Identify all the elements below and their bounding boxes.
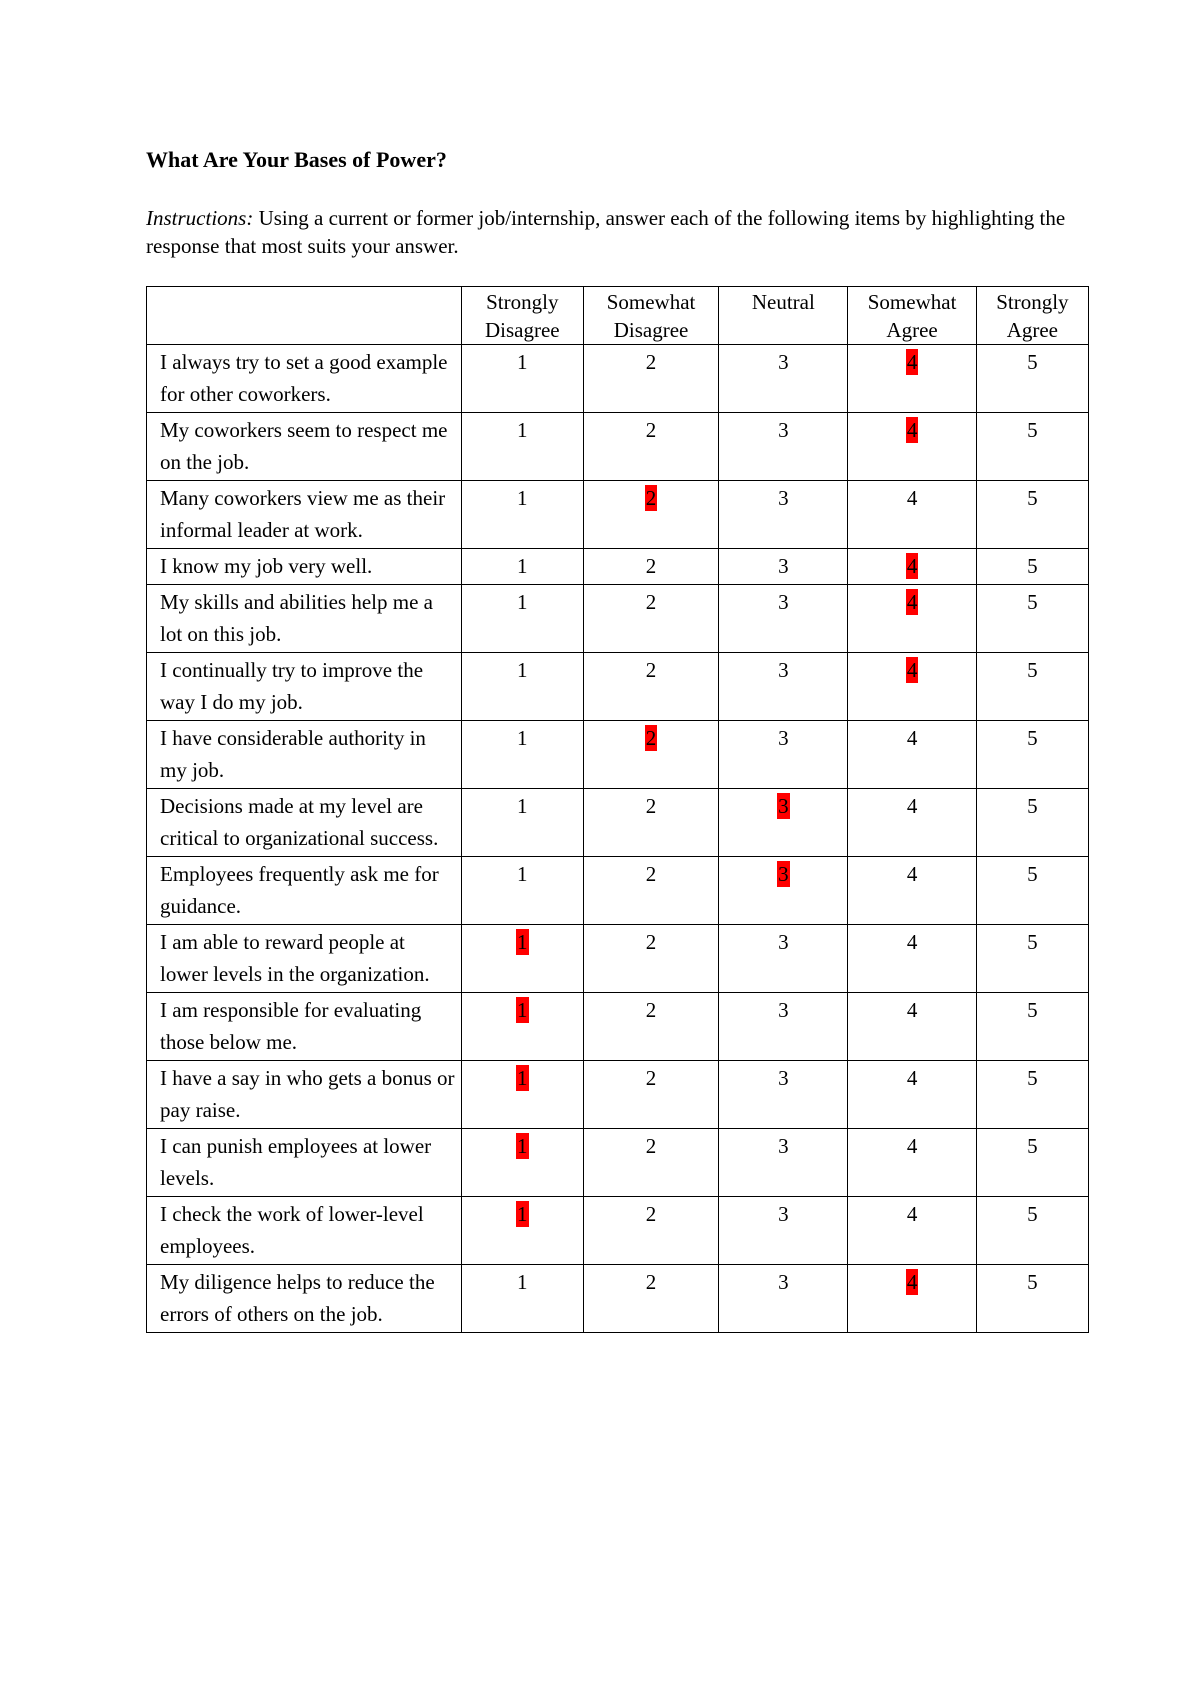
response-cell[interactable] bbox=[848, 1265, 976, 1333]
response-value: 1 bbox=[517, 726, 528, 750]
response-value: 2 bbox=[645, 1066, 657, 1090]
response-value: 5 bbox=[1027, 726, 1038, 750]
response-value: 1 bbox=[517, 590, 528, 614]
table-row bbox=[147, 413, 1089, 481]
response-cell[interactable] bbox=[461, 857, 583, 925]
response-value: 5 bbox=[1027, 1066, 1038, 1090]
response-value: 2 bbox=[645, 930, 657, 954]
response-cell[interactable] bbox=[583, 585, 718, 653]
response-value: 5 bbox=[1027, 1134, 1038, 1158]
page-title: What Are Your Bases of Power? bbox=[146, 147, 447, 172]
response-cell[interactable] bbox=[719, 481, 848, 549]
response-cell[interactable] bbox=[719, 993, 848, 1061]
response-value: 4 bbox=[906, 1134, 918, 1158]
survey-table bbox=[146, 286, 1089, 1333]
selected-response-value: 1 bbox=[517, 1066, 528, 1090]
item-statement: I have a say in who gets a bonus or pay raise. bbox=[147, 1061, 462, 1129]
selected-response-value: 1 bbox=[517, 1134, 528, 1158]
response-value: 5 bbox=[1027, 1202, 1038, 1226]
response-cell[interactable] bbox=[976, 653, 1088, 721]
response-cell[interactable] bbox=[976, 925, 1088, 993]
response-cell[interactable] bbox=[461, 925, 583, 993]
table-row bbox=[147, 653, 1089, 721]
header-somewhat-disagree: Somewhat Disagree bbox=[583, 287, 718, 345]
selected-response-value: 2 bbox=[645, 486, 657, 510]
response-cell[interactable] bbox=[583, 1061, 718, 1129]
response-value: 1 bbox=[517, 862, 528, 886]
response-cell[interactable] bbox=[719, 1129, 848, 1197]
table-row bbox=[147, 993, 1089, 1061]
item-statement: I am able to reward people at lower levels in the organization. bbox=[147, 925, 462, 993]
response-cell[interactable] bbox=[719, 857, 848, 925]
response-value: 3 bbox=[778, 350, 789, 374]
response-cell[interactable] bbox=[848, 993, 976, 1061]
selected-response-value: 4 bbox=[906, 658, 918, 682]
response-cell[interactable] bbox=[461, 789, 583, 857]
response-value: 5 bbox=[1027, 998, 1038, 1022]
response-cell[interactable] bbox=[848, 653, 976, 721]
table-row bbox=[147, 1061, 1089, 1129]
response-value: 3 bbox=[778, 726, 789, 750]
response-value: 1 bbox=[517, 350, 528, 374]
response-cell[interactable] bbox=[583, 1265, 718, 1333]
response-cell[interactable] bbox=[976, 1265, 1088, 1333]
item-statement: I am responsible for evaluating those below me. bbox=[147, 993, 462, 1061]
response-value: 3 bbox=[778, 930, 789, 954]
selected-response-value: 3 bbox=[778, 862, 789, 886]
response-cell[interactable] bbox=[976, 481, 1088, 549]
item-statement: I can punish employees at lower levels. bbox=[147, 1129, 462, 1197]
response-cell[interactable] bbox=[719, 413, 848, 481]
response-cell[interactable] bbox=[976, 1061, 1088, 1129]
response-cell[interactable] bbox=[976, 993, 1088, 1061]
response-cell[interactable] bbox=[976, 721, 1088, 789]
response-cell[interactable] bbox=[848, 925, 976, 993]
instructions-paragraph bbox=[146, 204, 1076, 260]
table-row bbox=[147, 549, 1089, 585]
header-neutral: Neutral bbox=[719, 287, 848, 345]
response-value: 5 bbox=[1027, 590, 1038, 614]
selected-response-value: 3 bbox=[778, 794, 789, 818]
response-value: 2 bbox=[645, 1270, 657, 1294]
response-cell[interactable] bbox=[848, 345, 976, 413]
selected-response-value: 1 bbox=[517, 998, 528, 1022]
response-cell[interactable] bbox=[848, 789, 976, 857]
response-value: 1 bbox=[517, 418, 528, 442]
selected-response-value: 4 bbox=[906, 554, 918, 578]
response-cell[interactable] bbox=[583, 857, 718, 925]
response-cell[interactable] bbox=[976, 345, 1088, 413]
response-value: 5 bbox=[1027, 794, 1038, 818]
response-cell[interactable] bbox=[461, 345, 583, 413]
item-statement: My skills and abilities help me a lot on this job. bbox=[147, 585, 462, 653]
response-value: 5 bbox=[1027, 1270, 1038, 1294]
response-value: 5 bbox=[1027, 418, 1038, 442]
response-cell[interactable] bbox=[976, 1197, 1088, 1265]
response-value: 4 bbox=[906, 1202, 918, 1226]
response-value: 4 bbox=[906, 998, 918, 1022]
response-cell[interactable] bbox=[461, 1197, 583, 1265]
table-row bbox=[147, 585, 1089, 653]
response-value: 5 bbox=[1027, 486, 1038, 510]
response-cell[interactable] bbox=[719, 345, 848, 413]
item-statement: Many coworkers view me as their informal leader at work. bbox=[147, 481, 462, 549]
response-value: 2 bbox=[645, 862, 657, 886]
response-value: 3 bbox=[778, 998, 789, 1022]
response-value: 3 bbox=[778, 590, 789, 614]
selected-response-value: 2 bbox=[645, 726, 657, 750]
response-value: 5 bbox=[1027, 862, 1038, 886]
response-cell[interactable] bbox=[583, 721, 718, 789]
response-cell[interactable] bbox=[848, 1061, 976, 1129]
response-cell[interactable] bbox=[461, 993, 583, 1061]
selected-response-value: 4 bbox=[906, 350, 918, 374]
response-value: 4 bbox=[906, 726, 918, 750]
table-row bbox=[147, 345, 1089, 413]
response-cell[interactable] bbox=[583, 481, 718, 549]
response-cell[interactable] bbox=[719, 721, 848, 789]
item-statement: I have considerable authority in my job. bbox=[147, 721, 462, 789]
response-value: 1 bbox=[517, 794, 528, 818]
response-cell[interactable] bbox=[848, 481, 976, 549]
response-cell[interactable] bbox=[719, 549, 848, 585]
header-somewhat-agree: Somewhat Agree bbox=[848, 287, 976, 345]
response-value: 5 bbox=[1027, 554, 1038, 578]
table-row bbox=[147, 481, 1089, 549]
response-value: 4 bbox=[906, 1066, 918, 1090]
selected-response-value: 4 bbox=[906, 590, 918, 614]
header-row bbox=[147, 287, 1089, 345]
response-value: 3 bbox=[778, 554, 789, 578]
item-statement: Employees frequently ask me for guidance. bbox=[147, 857, 462, 925]
response-cell[interactable] bbox=[583, 653, 718, 721]
response-value: 4 bbox=[906, 930, 918, 954]
response-cell[interactable] bbox=[461, 1265, 583, 1333]
response-cell[interactable] bbox=[719, 789, 848, 857]
response-value: 2 bbox=[645, 418, 657, 442]
response-cell[interactable] bbox=[719, 585, 848, 653]
response-value: 4 bbox=[906, 794, 918, 818]
response-value: 5 bbox=[1027, 350, 1038, 374]
response-value: 1 bbox=[517, 486, 528, 510]
response-cell[interactable] bbox=[583, 1129, 718, 1197]
response-value: 3 bbox=[778, 658, 789, 682]
response-cell[interactable] bbox=[848, 721, 976, 789]
response-value: 3 bbox=[778, 418, 789, 442]
response-value: 2 bbox=[645, 998, 657, 1022]
table-row bbox=[147, 925, 1089, 993]
response-cell[interactable] bbox=[583, 789, 718, 857]
item-statement: I check the work of lower-level employees. bbox=[147, 1197, 462, 1265]
response-cell[interactable] bbox=[719, 653, 848, 721]
instructions-text: Using a current or former job/internship, answer each of the following items by highlighting the response that most suits your answer. bbox=[146, 206, 1066, 258]
response-cell[interactable] bbox=[461, 585, 583, 653]
response-cell[interactable] bbox=[848, 857, 976, 925]
response-value: 4 bbox=[906, 862, 918, 886]
item-statement: Decisions made at my level are critical to organizational success. bbox=[147, 789, 462, 857]
response-value: 3 bbox=[778, 1270, 789, 1294]
item-statement: My diligence helps to reduce the errors of others on the job. bbox=[147, 1265, 462, 1333]
item-statement: I know my job very well. bbox=[147, 549, 462, 585]
header-strongly-agree: Strongly Agree bbox=[976, 287, 1088, 345]
response-value: 3 bbox=[778, 1066, 789, 1090]
response-value: 2 bbox=[645, 794, 657, 818]
response-cell[interactable] bbox=[461, 549, 583, 585]
response-value: 3 bbox=[778, 486, 789, 510]
response-cell[interactable] bbox=[583, 549, 718, 585]
response-cell[interactable] bbox=[976, 585, 1088, 653]
response-cell[interactable] bbox=[583, 413, 718, 481]
table-row bbox=[147, 789, 1089, 857]
table-row bbox=[147, 721, 1089, 789]
response-value: 1 bbox=[517, 658, 528, 682]
response-value: 2 bbox=[645, 1134, 657, 1158]
response-cell[interactable] bbox=[461, 653, 583, 721]
selected-response-value: 1 bbox=[517, 930, 528, 954]
table-row bbox=[147, 1129, 1089, 1197]
response-cell[interactable] bbox=[719, 1061, 848, 1129]
response-value: 1 bbox=[517, 1270, 528, 1294]
table-row bbox=[147, 1197, 1089, 1265]
response-cell[interactable] bbox=[461, 1129, 583, 1197]
response-value: 1 bbox=[517, 554, 528, 578]
response-value: 2 bbox=[645, 658, 657, 682]
response-cell[interactable] bbox=[719, 1197, 848, 1265]
response-value: 4 bbox=[906, 486, 918, 510]
response-cell[interactable] bbox=[976, 549, 1088, 585]
response-value: 2 bbox=[645, 554, 657, 578]
selected-response-value: 4 bbox=[906, 418, 918, 442]
response-value: 2 bbox=[645, 350, 657, 374]
response-cell[interactable] bbox=[719, 925, 848, 993]
instructions-lead: Instructions: bbox=[146, 206, 254, 230]
response-value: 2 bbox=[645, 590, 657, 614]
response-cell[interactable] bbox=[848, 549, 976, 585]
table-row bbox=[147, 857, 1089, 925]
item-statement: I always try to set a good example for other coworkers. bbox=[147, 345, 462, 413]
response-cell[interactable] bbox=[848, 413, 976, 481]
response-cell[interactable] bbox=[583, 925, 718, 993]
response-value: 3 bbox=[778, 1134, 789, 1158]
selected-response-value: 4 bbox=[906, 1270, 918, 1294]
response-cell[interactable] bbox=[583, 993, 718, 1061]
header-corner-cell bbox=[147, 287, 462, 345]
item-statement: I continually try to improve the way I do my job. bbox=[147, 653, 462, 721]
response-value: 2 bbox=[645, 1202, 657, 1226]
response-cell[interactable] bbox=[976, 857, 1088, 925]
response-value: 3 bbox=[778, 1202, 789, 1226]
response-cell[interactable] bbox=[461, 721, 583, 789]
response-cell[interactable] bbox=[583, 345, 718, 413]
response-cell[interactable] bbox=[848, 585, 976, 653]
item-statement: My coworkers seem to respect me on the job. bbox=[147, 413, 462, 481]
response-cell[interactable] bbox=[848, 1129, 976, 1197]
response-value: 5 bbox=[1027, 658, 1038, 682]
response-cell[interactable] bbox=[461, 1061, 583, 1129]
response-cell[interactable] bbox=[848, 1197, 976, 1265]
selected-response-value: 1 bbox=[517, 1202, 528, 1226]
response-cell[interactable] bbox=[583, 1197, 718, 1265]
response-value: 5 bbox=[1027, 930, 1038, 954]
response-cell[interactable] bbox=[461, 413, 583, 481]
header-strongly-disagree: Strongly Disagree bbox=[461, 287, 583, 345]
response-cell[interactable] bbox=[976, 789, 1088, 857]
survey-body bbox=[147, 345, 1089, 1333]
response-cell[interactable] bbox=[719, 1265, 848, 1333]
response-cell[interactable] bbox=[461, 481, 583, 549]
response-cell[interactable] bbox=[976, 413, 1088, 481]
response-cell[interactable] bbox=[976, 1129, 1088, 1197]
table-row bbox=[147, 1265, 1089, 1333]
